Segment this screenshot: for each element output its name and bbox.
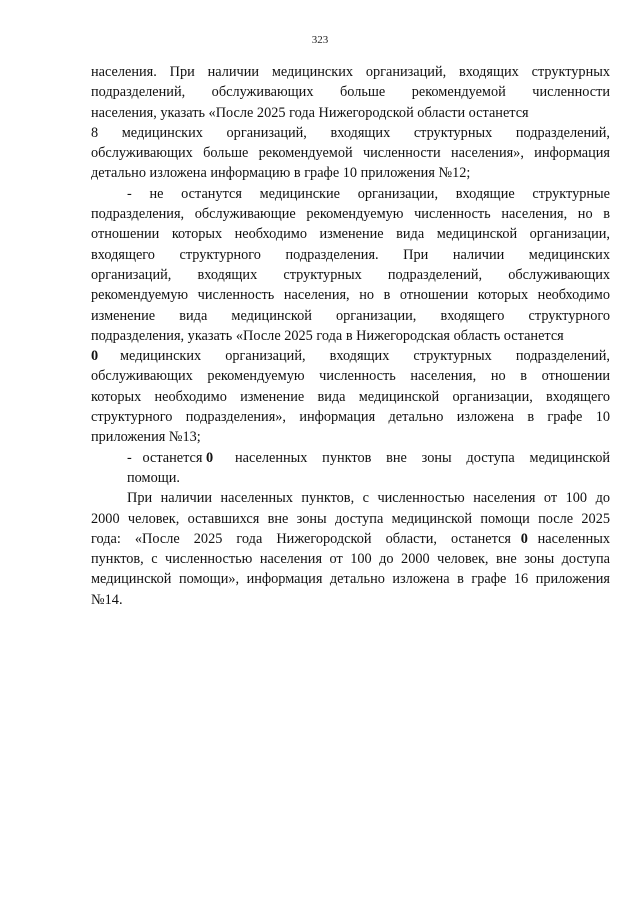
- text-line: отношении которых необходимо изменение вида медицинской организации,: [91, 226, 610, 243]
- text-line: [91, 448, 610, 468]
- text-line: [91, 346, 610, 366]
- text-line: структурного подразделения», информация детально изложена в графе 10: [91, 409, 610, 426]
- text-line: которых необходимо изменение вида медицинской организации, входящего: [91, 388, 610, 405]
- text-line: населения. При наличии медицинских организаций, входящих структурных: [91, 64, 610, 80]
- text-line: №14.: [91, 591, 123, 608]
- text-fragment: - останется: [127, 449, 203, 466]
- text-line: обслуживающих рекомендуемую численность населения, но в отношении: [91, 368, 610, 385]
- text-line: подразделения, указать «После 2025 года в Нижегородская область останется: [91, 327, 564, 344]
- text-line: - не останутся медицинские организации, входящие структурные: [127, 185, 610, 202]
- text-line: помощи.: [127, 469, 180, 486]
- count-value: 0: [520, 530, 528, 547]
- text-line: пунктов, с численностью населения от 100 до 2000 человек, вне зоны доступа: [91, 551, 610, 568]
- count-value: 0: [206, 449, 214, 466]
- text-fragment: медицинских организаций, входящих структурных подразделений,: [120, 348, 610, 365]
- text-line: входящего структурного подразделения. При наличии медицинских: [91, 246, 610, 263]
- text-fragment: [127, 448, 213, 468]
- text-fragment: года: «После 2025 года Нижегородской области, останется: [91, 530, 511, 547]
- text-line: [91, 529, 610, 549]
- text-line: 8 медицинских организаций, входящих структурных подразделений,: [91, 124, 610, 141]
- page-number: 323: [311, 34, 329, 46]
- text-line: организаций, входящих структурных подразделений, обслуживающих: [91, 266, 610, 283]
- text-line: населения, указать «После 2025 года Нижегородской области останется: [91, 104, 529, 121]
- text-line: медицинской помощи», информация детально изложена в графе 16 приложения: [91, 571, 610, 588]
- body-text: [91, 62, 610, 610]
- text-line: изменение вида медицинской организации, входящего структурного: [91, 307, 610, 324]
- text-line: подразделений, обслуживающих больше рекомендуемой численности: [91, 84, 610, 101]
- text-line: приложения №13;: [91, 429, 201, 446]
- text-line: рекомендуемую численность населения, но в отношении которых необходимо: [91, 287, 610, 304]
- text-line: При наличии населенных пунктов, с численностью населения от 100 до: [127, 490, 610, 507]
- text-line: подразделения, обслуживающие рекомендуемую численность населения, но в: [91, 206, 610, 223]
- text-line: детально изложена информацию в графе 10 приложения №12;: [91, 165, 471, 182]
- text-fragment: населенных пунктов вне зоны доступа медицинской: [235, 449, 610, 466]
- count-value: 0: [91, 348, 99, 365]
- text-line: обслуживающих больше рекомендуемой численности населения», информация: [91, 145, 610, 162]
- text-fragment: населенных: [537, 530, 610, 547]
- text-line: 2000 человек, оставшихся вне зоны доступа медицинской помощи после 2025: [91, 510, 610, 527]
